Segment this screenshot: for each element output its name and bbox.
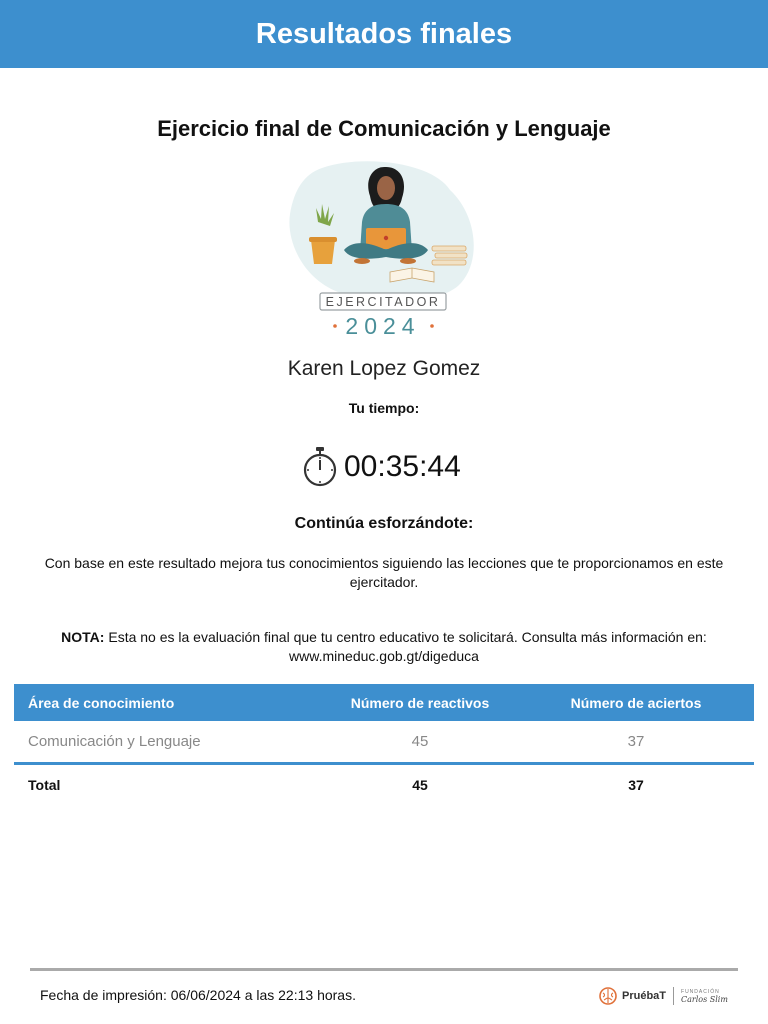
foundation-label: FUNDACIÓN (681, 989, 720, 995)
column-header-area: Área de conocimiento (14, 684, 322, 721)
badge-year: 2024 (345, 313, 421, 339)
table-total-row (14, 764, 754, 806)
elapsed-time (302, 445, 461, 489)
logo-separator (673, 987, 674, 1005)
total-items: 45 (412, 777, 428, 793)
brain-icon (598, 986, 618, 1006)
foundation-signature: Carlos Slim (681, 995, 728, 1004)
foundation-logo (681, 989, 728, 1003)
table-header-row (14, 684, 754, 721)
stopwatch-icon (302, 446, 338, 488)
logo-text: PruébaT (622, 990, 667, 1002)
encouragement-text: Con base en este resultado mejora tus conocimientos siguiendo las lecciones que te proporcionamos en este ejercitador. (44, 555, 724, 590)
column-header-correct: Número de aciertos (518, 684, 754, 721)
total-correct: 37 (628, 777, 644, 793)
print-date: Fecha de impresión: 06/06/2024 a las 22:13 horas. (40, 987, 356, 1003)
exercise-title: Ejercicio final de Comunicación y Lenguaje (157, 116, 611, 141)
books-icon (432, 246, 467, 265)
cell-area: Comunicación y Lenguaje (14, 721, 322, 764)
footer-logo (598, 986, 728, 1006)
year-dot-right (430, 324, 434, 328)
timer-value: 00:35:44 (344, 450, 461, 483)
year-dot-left (333, 324, 337, 328)
page-title: Resultados finales (255, 17, 513, 50)
page-header (0, 0, 768, 68)
ejercitador-illustration (282, 160, 486, 342)
column-header-items: Número de reactivos (322, 684, 518, 721)
results-table (14, 684, 754, 805)
note-label: NOTA: (61, 629, 105, 645)
time-label: Tu tiempo: (348, 400, 420, 416)
student-name: Karen Lopez Gomez (287, 357, 481, 380)
cell-items: 45 (322, 721, 518, 764)
encouragement-title: Continúa esforzándote: (294, 515, 474, 532)
total-label: Total (28, 777, 61, 793)
note-paragraph (24, 628, 744, 666)
table-row (14, 721, 754, 764)
cell-correct: 37 (518, 721, 754, 764)
note-text: Esta no es la evaluación final que tu centro educativo te solicitará. Consulta más información en: www.mineduc.gob.gt/digeduca (104, 629, 707, 664)
footer-divider (30, 968, 738, 971)
badge-label: EJERCITADOR (325, 295, 441, 309)
